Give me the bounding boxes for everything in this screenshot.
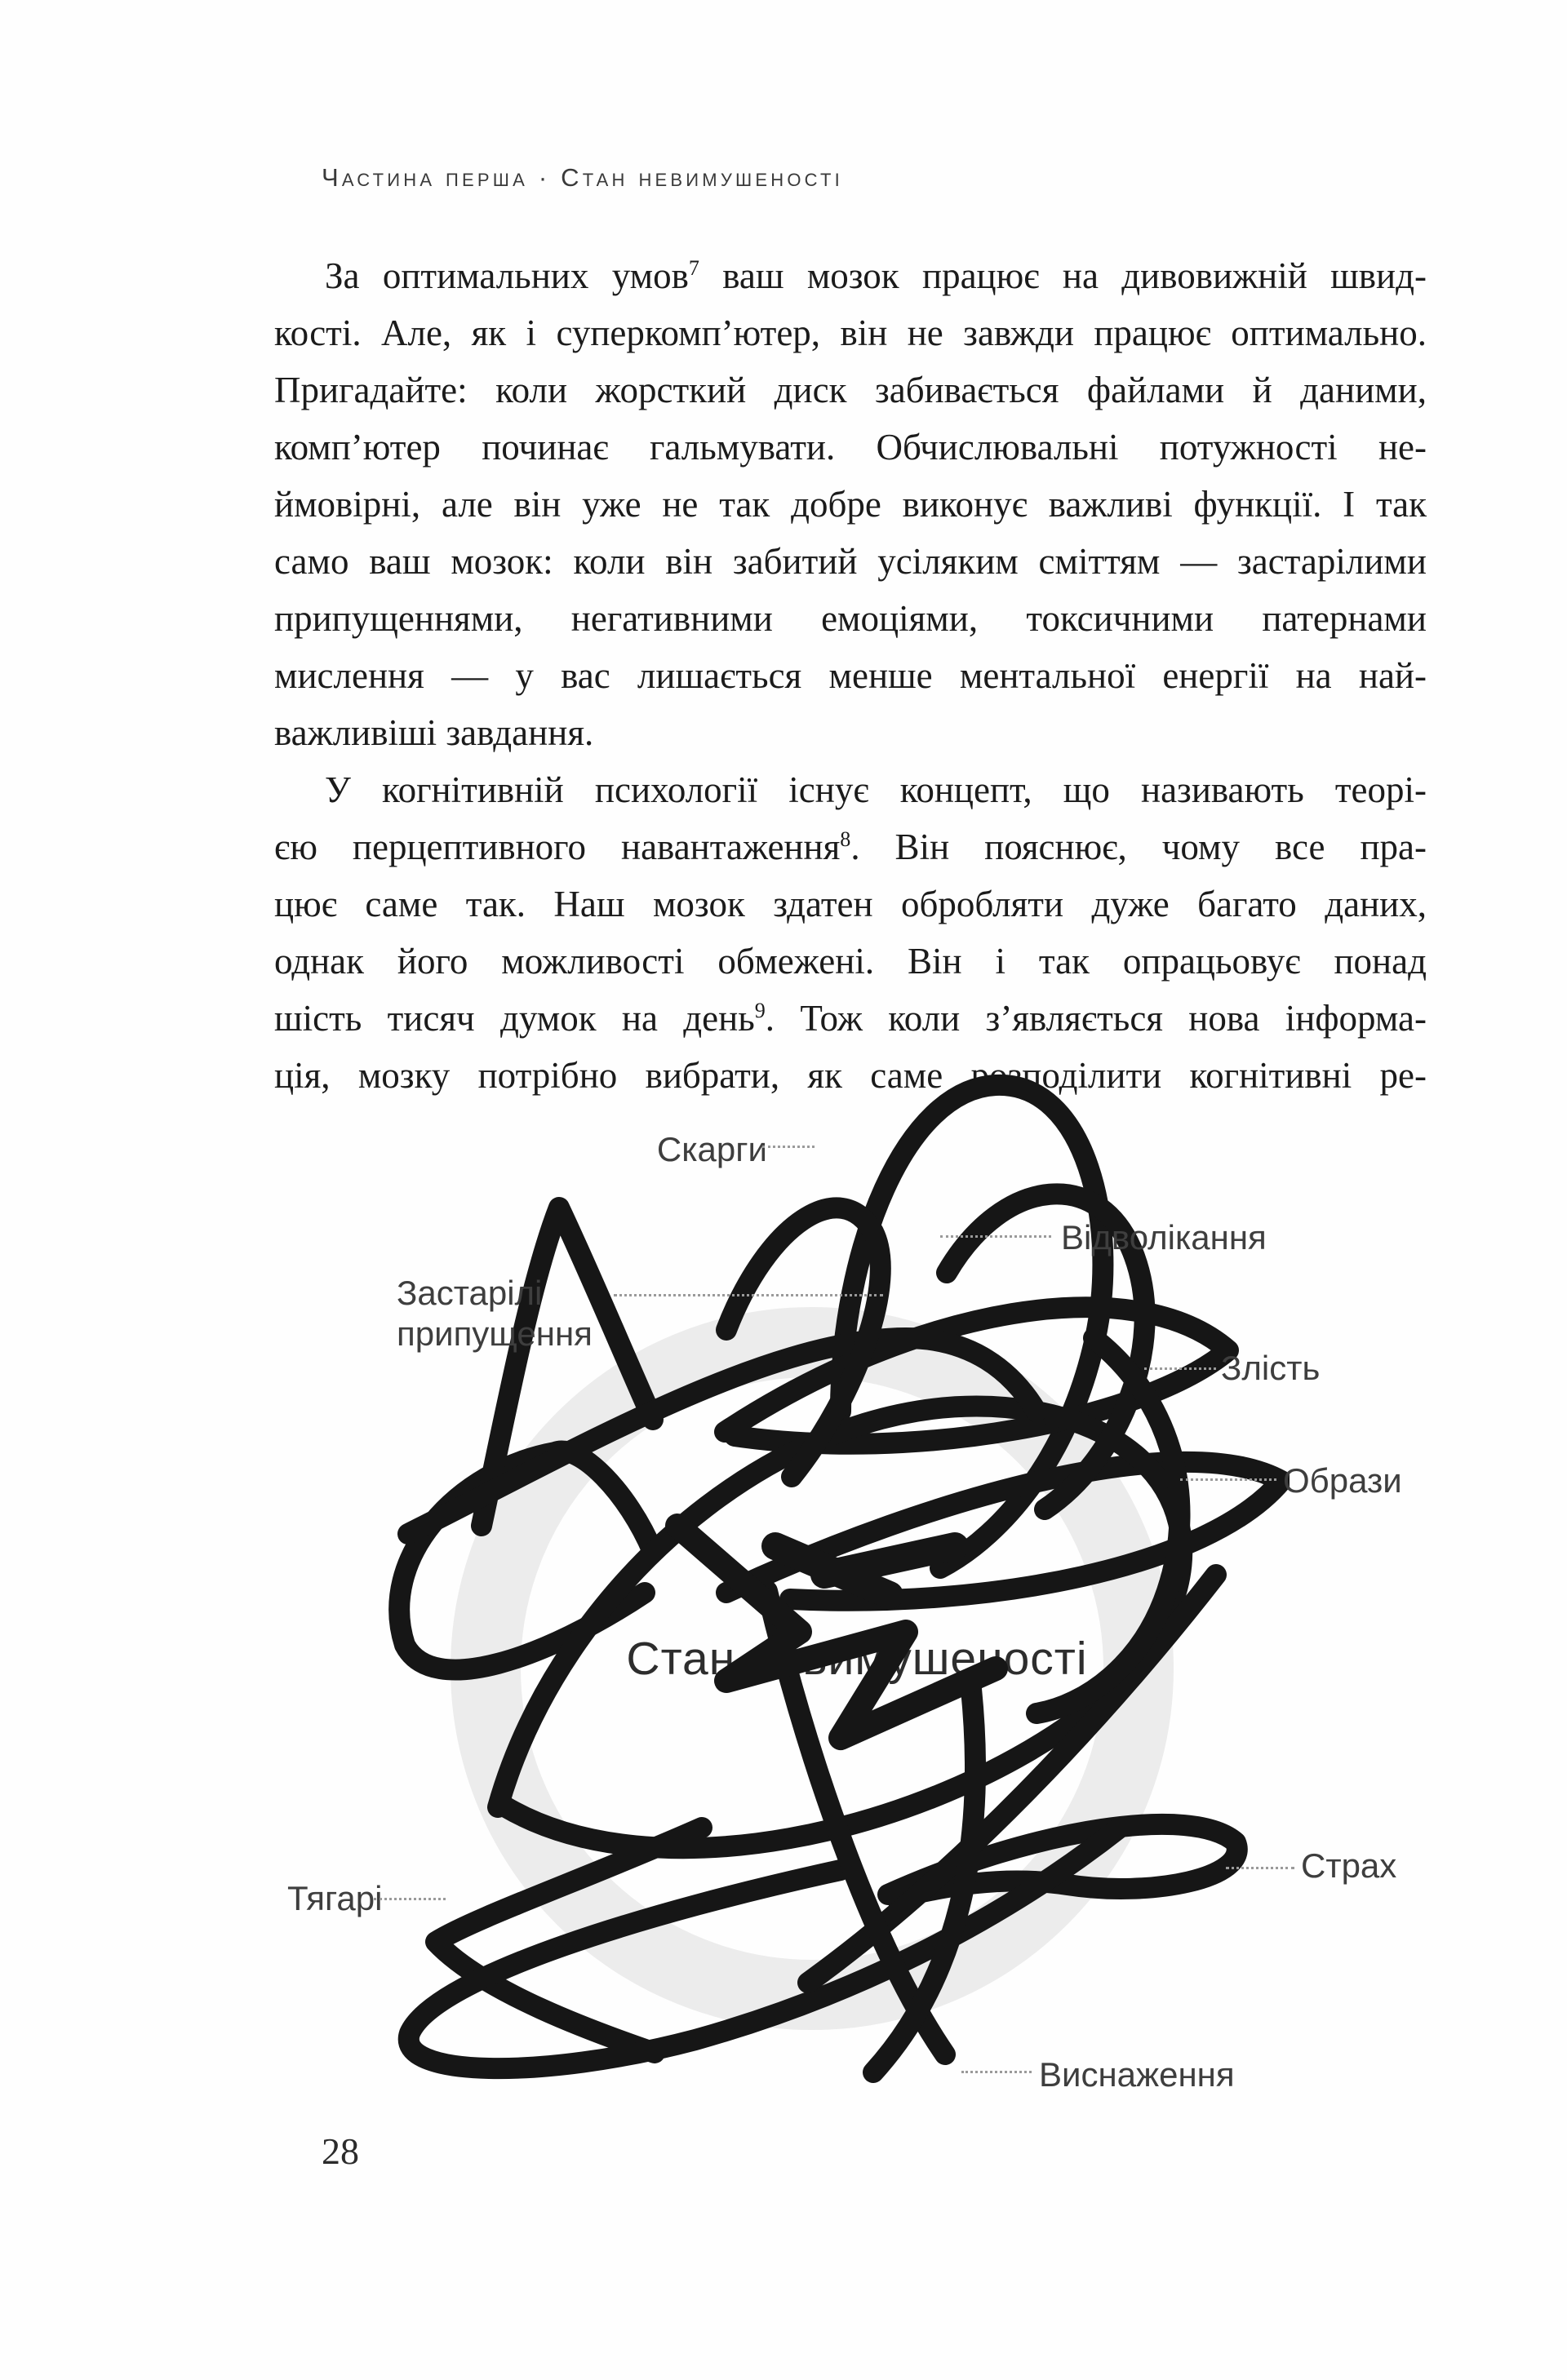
leader-line-complaints	[762, 1146, 815, 1148]
body-line: За оптимальних умов$^7$ ваш мозок працює на дивовижній швид-	[325, 255, 1427, 296]
body-text	[274, 247, 1427, 1104]
leader-line-burdens	[374, 1898, 446, 1900]
diagram-label-distractions: Відволікання	[1061, 1218, 1267, 1256]
body-line: припущеннями, негативними емоціями, токсичними патернами	[274, 598, 1427, 639]
leader-line-distractions	[940, 1235, 1051, 1238]
body-line: важливіші завдання.	[274, 712, 594, 753]
body-line: У когнітивній психології існує концепт, що називають теорі-	[325, 769, 1427, 810]
body-line: комп’ютер починає гальмувати. Обчислювальні потужності не-	[274, 427, 1427, 468]
diagram-label-anger: Злість	[1221, 1349, 1321, 1387]
diagram-center-label: Стан невимушеності	[626, 1633, 1088, 1685]
body-line: кості. Але, як і суперкомп’ютер, він не завжди працює оптимально.	[274, 312, 1427, 353]
leader-line-outdated-assumptions	[614, 1294, 883, 1296]
body-line: ція, мозку потрібно вибрати, як саме розподілити когнітивні ре-	[274, 1055, 1427, 1096]
body-line: ймовірні, але він уже не так добре виконує важливі функції. І так	[274, 484, 1427, 525]
body-line: Пригадайте: коли жорсткий диск забивається файлами й даними,	[274, 370, 1427, 410]
leader-line-fear	[1226, 1867, 1294, 1869]
diagram-label-fear: Страх	[1301, 1846, 1397, 1885]
running-header: Частина перша · Стан невимушеності	[322, 163, 843, 192]
body-line: шість тисяч думок на день$^9$. Тож коли з’являється нова інформа-	[274, 998, 1427, 1039]
body-line: мислення — у вас лишається менше ментальної енергії на най-	[274, 655, 1427, 696]
leader-line-resentment	[1180, 1478, 1276, 1481]
leader-line-exhaustion	[961, 2071, 1032, 2073]
leader-line-anger	[1144, 1367, 1216, 1370]
diagram-label-exhaustion: Виснаження	[1039, 2055, 1235, 2094]
body-line: само ваш мозок: коли він забитий усіляким сміттям — застарілими	[274, 541, 1427, 582]
body-line: єю перцептивного навантаження$^8$. Він пояснює, чому все пра-	[274, 827, 1427, 867]
body-line: цює саме так. Наш мозок здатен обробляти дуже багато даних,	[274, 884, 1427, 924]
diagram-label-outdated-assumptions: Застарілі припущення	[397, 1274, 593, 1353]
diagram-label-resentment: Образи	[1283, 1461, 1402, 1500]
diagram-label-complaints: Скарги	[656, 1130, 767, 1168]
diagram-label-burdens: Тягарі	[287, 1879, 383, 1917]
body-line: однак його можливості обмежені. Він і так опрацьовує понад	[274, 941, 1427, 982]
page-number: 28	[322, 2130, 359, 2172]
